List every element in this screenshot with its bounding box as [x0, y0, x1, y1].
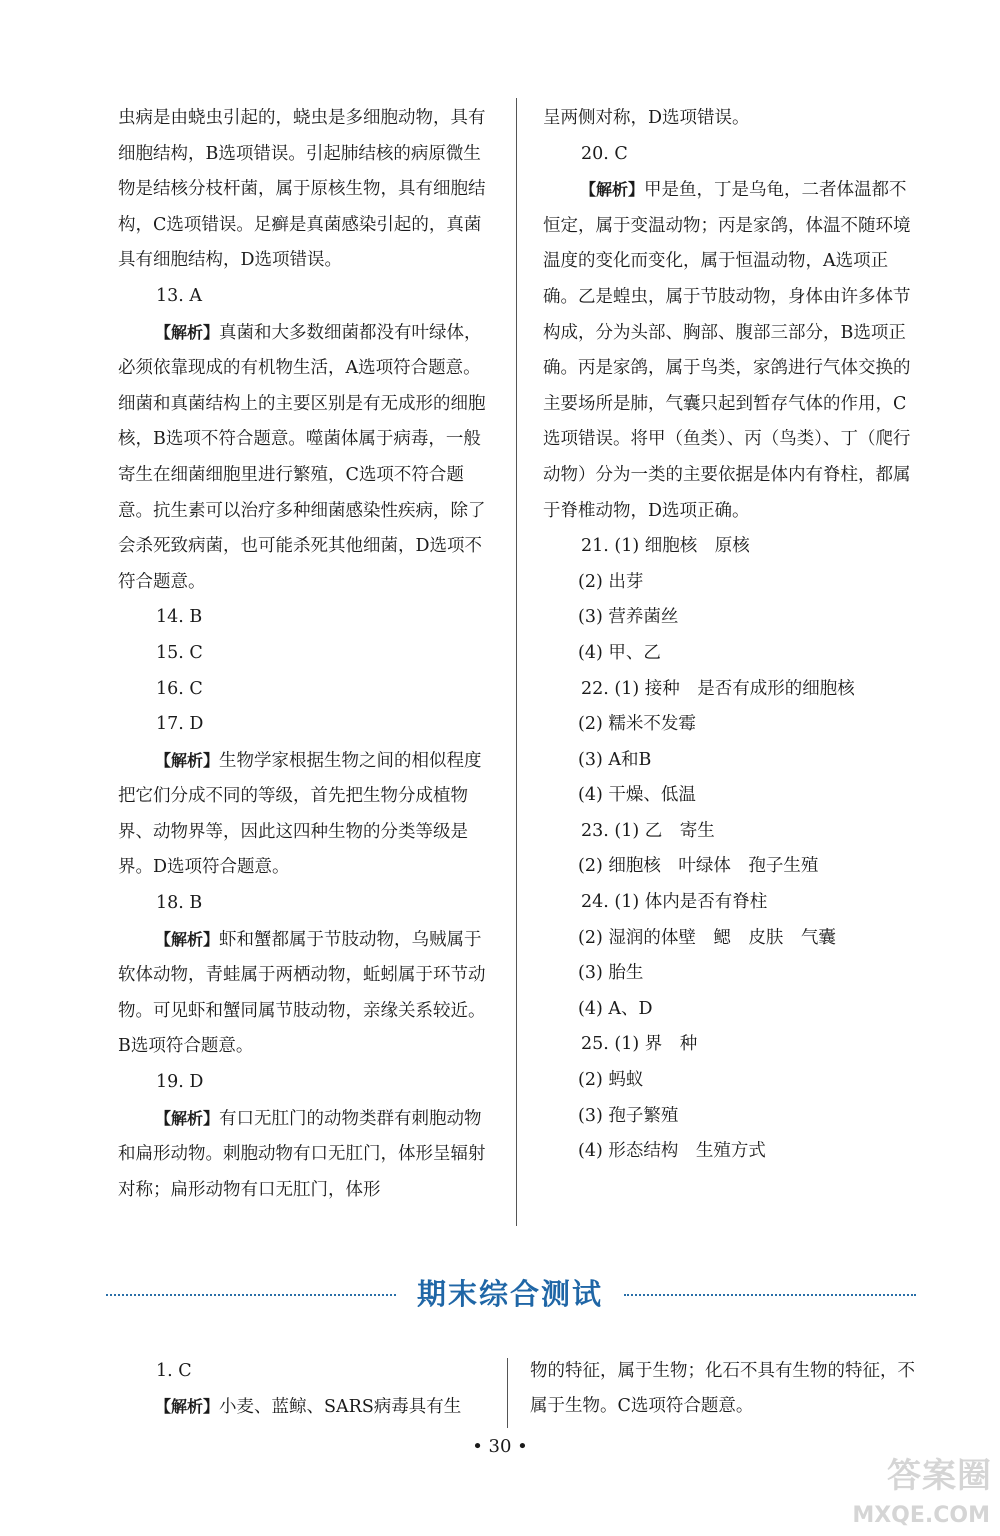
sub-answer: (2) 湿润的体壁 鳃 皮肤 气囊	[578, 927, 836, 948]
explanation-text: 有口无肛门的动物类群有刺胞动物和扁形动物。刺胞动物有口无肛门，体形呈辐射对称；扁形动物有口无肛门，体形	[118, 1108, 486, 1200]
watermark-logo	[852, 1448, 992, 1528]
explanation-label: 【解析】	[155, 929, 220, 949]
explanation-label: 【解析】	[155, 322, 220, 342]
explanation-paragraph	[118, 743, 498, 886]
explanation-text: 虾和蟹都属于节肢动物，乌贼属于软体动物，青蛙属于两栖动物，蚯蚓属于环节动物。可见虾和蟹同属节肢动物，亲缘关系较近。B选项符合题意。	[118, 929, 486, 1057]
answer-number: 24. (1) 体内是否有脊柱	[581, 892, 768, 913]
explanation-paragraph	[118, 1389, 498, 1425]
section-header	[106, 1270, 916, 1320]
explanation-label: 【解析】	[155, 750, 220, 770]
watermark-logo-text: 答案圈	[887, 1456, 992, 1496]
answer-number: 13. A	[156, 285, 203, 306]
explanation-text: 甲是鱼，丁是乌龟，二者体温都不恒定，属于变温动物；丙是家鸽，体温不随环境温度的变化而变化，属于恒温动物，A选项正确。乙是蝗虫，属于节肢动物，身体由许多体节构成，分为头部、胸部、腹部三部分，B选项正确。丙是家鸽，属于鸟类，家鸽进行气体交换的主要场所是肺，气囊只起到暂存气体的作用，C选项错误。将甲（鱼类）、丙（鸟类）、丁（爬行动物）分为一类的主要依据是体内有脊柱，都属于脊椎动物，D选项正确。	[543, 180, 911, 521]
answer-number: 16. C	[156, 678, 203, 699]
column-divider	[516, 98, 517, 1226]
explanation-text: 小麦、蓝鲸、SARS病毒具有生	[219, 1397, 462, 1417]
answer-number: 18. B	[156, 893, 203, 914]
answer-number: 14. B	[156, 607, 203, 628]
bottom-left-column	[118, 1354, 498, 1425]
answer-number: 21. (1) 细胞核 原核	[581, 536, 750, 557]
sub-answer: (3) 营养菌丝	[578, 607, 679, 628]
explanation-text: 生物学家根据生物之间的相似程度把它们分成不同的等级，首先把生物分成植物界、动物界等，因此这四种生物的分类等级是界。D选项符合题意。	[118, 750, 482, 878]
explanation-text: 真菌和大多数细菌都没有叶绿体，必须依靠现成的有机物生活，A选项符合题意。细菌和真菌结构上的主要区别是有无成形的细胞核，B选项不符合题意。噬菌体属于病毒，一般寄生在细菌细胞里进行繁殖，C选项不符合题意。抗生素可以治疗多种细菌感染性疾病，除了会杀死致病菌，也可能杀死其他细菌，D选项不符合题意。	[118, 322, 486, 592]
explanation-label: 【解析】	[580, 180, 645, 200]
continued-text: 物的特征，属于生物；化石不具有生物的特征，不属于生物。C选项符合题意。	[530, 1361, 915, 1416]
sub-answer: (4) 形态结构 生殖方式	[578, 1141, 766, 1162]
sub-answer: (2) 细胞核 叶绿体 孢子生殖	[578, 856, 819, 877]
bottom-column-divider	[507, 1358, 508, 1428]
page-number: • 30 •	[472, 1436, 528, 1457]
explanation-paragraph	[118, 922, 498, 1065]
sub-answer: (4) 干燥、低温	[578, 785, 696, 806]
sub-answer: (3) 孢子繁殖	[578, 1105, 679, 1126]
continued-text: 虫病是由蛲虫引起的，蛲虫是多细胞动物，具有细胞结构，B选项错误。引起肺结核的病原微生物是结核分枝杆菌，属于原核生物，具有细胞结构，C选项错误。足癣是真菌感染引起的，真菌具有细胞结构，D选项错误。	[118, 108, 486, 271]
explanation-paragraph	[118, 1101, 498, 1209]
explanation-paragraph	[543, 172, 915, 529]
bottom-right-column	[530, 1354, 915, 1424]
explanation-label: 【解析】	[155, 1108, 220, 1128]
answer-number: 20. C	[581, 143, 628, 164]
answer-number: 1. C	[156, 1361, 192, 1381]
answer-number: 22. (1) 接种 是否有成形的细胞核	[581, 678, 855, 699]
answer-number: 17. D	[156, 714, 204, 735]
sub-answer: (3) 胎生	[578, 963, 644, 984]
continued-text: 呈两侧对称，D选项错误。	[543, 108, 750, 128]
sub-answer: (3) A和B	[578, 749, 652, 770]
answer-number: 15. C	[156, 642, 203, 663]
sub-answer: (2) 出芽	[578, 571, 644, 592]
sub-answer: (2) 糯米不发霉	[578, 714, 696, 735]
sub-answer: (4) 甲、乙	[578, 642, 661, 663]
answer-number: 23. (1) 乙 寄生	[581, 820, 715, 841]
sub-answer: (2) 蚂蚁	[578, 1070, 644, 1091]
dotted-rule-right	[624, 1294, 916, 1296]
watermark-url: MXQE.COM	[852, 1503, 990, 1528]
left-column	[118, 101, 498, 1208]
explanation-paragraph	[118, 315, 498, 601]
section-title: 期末综合测试	[416, 1277, 603, 1311]
right-column	[543, 101, 915, 1170]
answer-number: 25. (1) 界 种	[581, 1034, 698, 1055]
sub-answer: (4) A、D	[578, 998, 653, 1019]
dotted-rule-left	[106, 1294, 396, 1296]
explanation-label: 【解析】	[155, 1397, 220, 1416]
answer-number: 19. D	[156, 1072, 204, 1093]
